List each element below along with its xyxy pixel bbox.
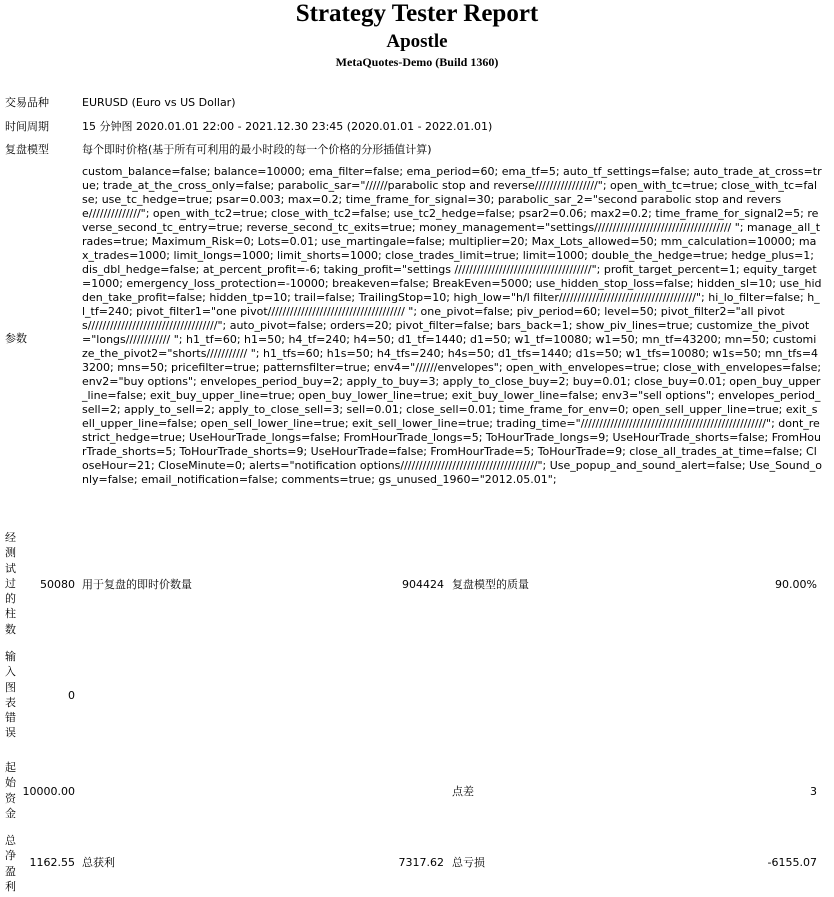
- period-label: 时间周期: [5, 120, 49, 133]
- total-net-profit-label: 总净盈利: [5, 834, 16, 893]
- model-value: 每个即时价格(基于所有可利用的最小时段的每一个价格的分形插值计算): [82, 143, 432, 156]
- spread-label: 点差: [452, 785, 474, 798]
- spread-value: 3: [810, 785, 817, 798]
- total-net-profit-value: 1162.55: [29, 856, 75, 869]
- model-label: 复盘模型: [5, 143, 49, 156]
- mismatched-errors-label: 输入图表错误: [5, 650, 16, 740]
- initial-deposit-label: 起始资金: [5, 761, 16, 820]
- mismatched-errors-value: 0: [68, 689, 75, 702]
- parameters-value: custom_balance=false; balance=10000; ema_filter=false; ema_period=60; ema_tf=5; auto_tf_settings=false; auto_trade_at_cross=true; trade_at_the_cross_only=false; parabolic_sar="//////parabolic stop and reverse/////////////////"; open_with_tc=true; close_with_tc=false; use_tc_hedge=true; psar=0.003; max=0.2; time_frame_for_signal=30; parabolic_sar_2="second parabolic stop and reverse//////////////"; open_with_tc2=true; close_with_tc2=false; use_tc2_hedge=false; psar2=0.06; max2=0.2; time_frame_for_signal2=5; reverse_second_tc_entry=true; reverse_second_tc_exits=true; money_management="settings///////////////////////////////////// "; manage_all_trades=true; Maximum_Risk=0; Lots=0.01; use_martingale=false; multiplier=20; Max_Lots_allowed=50; mm_calculation=10000; max_trades=1000; limit_longs=1000; limit_shorts=1000; close_trades_limit=true; limit=1000; double_the_hedge=true; hedge_plus=1; dis_dbl_hedge=false; at_percent_profit=-6; taking_profit="settings /////////////////////////////////////"; profit_target_percent=1; equity_target=1000; emergency_loss_protection=-10000; breakeven=false; BreakEven=5000; use_hidden_stop_loss=false; hidden_sl=10; use_hidden_take_profit=false; hidden_tp=10; trail=false; TrailingStop=10; high_low="h/l filter/////////////////////////////////////"; hi_lo_filter=false; h_l_tf=240; pivot_filter1="one pivot///////////////////////////////////// "; one_pivot=false; piv_period=60; level=50; pivot_filter2="all pivots///////////////////////////////////"; auto_pivot=false; orders=20; pivot_filter=false; bars_back=1; show_piv_lines=true; customize_the_pivot="longs//////////// "; h1_tf=60; h1=50; h4_tf=240; h4=50; d1_tf=1440; d1=50; w1_tf=10080; w1=50; mn_tf=43200; mn=50; customize_the_pivot2="shorts/////////// "; h1_tfs=60; h1s=50; h4_tfs=240; h4s=50; d1_tfs=1440; d1s=50; w1_tfs=10080; w1s=50; mn_tfs=43200; mns=50; pricefilter=true; patternsfilter=true; env4="//////envelopes"; open_with_envelopes=true; close_with_envelopes=false; env2="buy options"; envelopes_period_buy=2; apply_to_buy=3; apply_to_close_buy=2; buy=0.01; close_buy=0.01; open_buy_upper_line=false; exit_buy_upper_line=true; open_buy_lower_line=true; exit_buy_lower_line=false; env3="sell options"; envelopes_period_sell=2; apply_to_sell=2; apply_to_close_sell=3; sell=0.01; close_sell=0.01; time_frame_for_env=0; open_sell_upper_line=true; exit_sell_upper_line=false; open_sell_lower_line=true; exit_sell_lower_line=true; trading_time="//////////////////////////////////////////////////"; dont_restrict_hedge=true; UseHourTrade_longs=false; FromHourTrade_longs=5; ToHourTrade_longs=9; UseHourTrade_shorts=false; FromHourTrade_shorts=5; ToHourTrade_shorts=9; UseHourTrade=false; FromHourTrade=5; ToHourTrade=9; close_all_trades_at_time=false; CloseHour=21; CloseMinute=0; alerts="notification options/////////////////////////////////////"; Use_popup_and_sound_alert=false; Use_Sound_only=false; email_notification=false; comments=true; gs_unused_1960="2012.05.01";: [82, 165, 822, 486]
- bars-tested-label: 经测试过的柱数: [5, 531, 16, 636]
- gross-loss-label: 总亏损: [452, 856, 485, 869]
- symbol-value: EURUSD (Euro vs US Dollar): [82, 96, 236, 109]
- modelling-quality-label: 复盘模型的质量: [452, 578, 529, 591]
- gross-profit-label: 总获利: [82, 856, 115, 869]
- gross-loss-value: -6155.07: [767, 856, 817, 869]
- ticks-modelled-label: 用于复盘的即时价数量: [82, 578, 192, 591]
- symbol-label: 交易品种: [5, 96, 49, 109]
- ticks-modelled-value: 904424: [402, 578, 444, 591]
- parameters-label: 参数: [5, 332, 27, 345]
- report-title: Strategy Tester Report: [295, 0, 539, 27]
- modelling-quality-value: 90.00%: [775, 578, 817, 591]
- bars-tested-value: 50080: [40, 578, 75, 591]
- gross-profit-value: 7317.62: [398, 856, 444, 869]
- expert-name: Apostle: [386, 31, 448, 52]
- server-build: MetaQuotes-Demo (Build 1360): [335, 55, 499, 69]
- initial-deposit-value: 10000.00: [22, 785, 75, 798]
- period-value: 15 分钟图 2020.01.01 22:00 - 2021.12.30 23:45 (2020.01.01 - 2022.01.01): [82, 120, 493, 133]
